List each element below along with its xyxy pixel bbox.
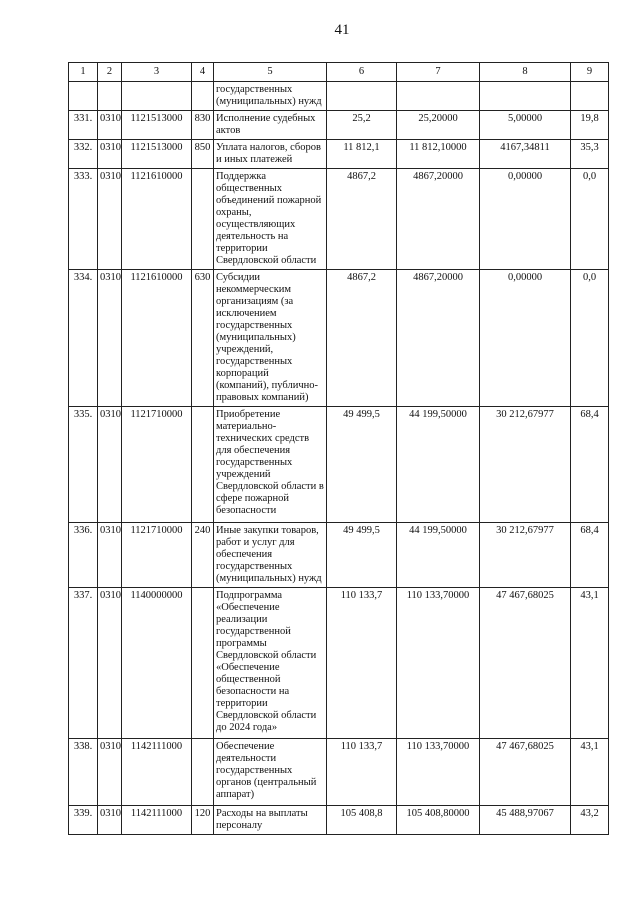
plan-amount-cell: 110 133,7 (327, 739, 397, 806)
table-row (69, 270, 609, 407)
percent-cell: 43,1 (571, 588, 609, 739)
executed-amount-cell: 47 467,68025 (480, 588, 571, 739)
section-code-cell: 0310 (98, 739, 122, 806)
target-article-cell: 1121610000 (122, 169, 192, 270)
percent-cell: 43,1 (571, 739, 609, 806)
percent-cell: 43,2 (571, 806, 609, 835)
approved-amount-cell: 44 199,50000 (397, 407, 480, 523)
row-number-cell: 337. (69, 588, 98, 739)
column-header: 2 (98, 63, 122, 82)
target-article-cell: 1140000000 (122, 588, 192, 739)
table-row (69, 806, 609, 835)
item-name-cell: Иные закупки товаров, работ и услуг для обеспечения государственных (муниципальных) нужд (214, 523, 327, 588)
table-row (69, 82, 609, 111)
section-code-cell (98, 82, 122, 111)
table-row (69, 140, 609, 169)
row-number-cell: 332. (69, 140, 98, 169)
section-code-cell: 0310 (98, 523, 122, 588)
approved-amount-cell: 105 408,80000 (397, 806, 480, 835)
approved-amount-cell: 110 133,70000 (397, 588, 480, 739)
item-name-cell: Приобретение материально-технических средств для обеспечения государственных учреждений Свердловской области в сфере пожарной безопасности (214, 407, 327, 523)
item-name-cell: Исполнение судебных актов (214, 111, 327, 140)
approved-amount-cell: 11 812,10000 (397, 140, 480, 169)
percent-cell (571, 82, 609, 111)
approved-amount-cell: 25,20000 (397, 111, 480, 140)
percent-cell: 68,4 (571, 407, 609, 523)
percent-cell: 19,8 (571, 111, 609, 140)
row-number-cell: 338. (69, 739, 98, 806)
section-code-cell: 0310 (98, 270, 122, 407)
row-number-cell (69, 82, 98, 111)
expense-type-cell: 120 (192, 806, 214, 835)
table-row (69, 739, 609, 806)
column-header: 6 (327, 63, 397, 82)
executed-amount-cell: 4167,34811 (480, 140, 571, 169)
section-code-cell: 0310 (98, 140, 122, 169)
plan-amount-cell: 4867,2 (327, 270, 397, 407)
target-article-cell: 1121513000 (122, 111, 192, 140)
target-article-cell: 1142111000 (122, 806, 192, 835)
row-number-cell: 335. (69, 407, 98, 523)
executed-amount-cell: 5,00000 (480, 111, 571, 140)
column-header: 1 (69, 63, 98, 82)
plan-amount-cell: 25,2 (327, 111, 397, 140)
expense-type-cell (192, 169, 214, 270)
table-row (69, 523, 609, 588)
table-row (69, 169, 609, 270)
expense-type-cell: 850 (192, 140, 214, 169)
expense-type-cell: 240 (192, 523, 214, 588)
plan-amount-cell: 49 499,5 (327, 407, 397, 523)
executed-amount-cell: 30 212,67977 (480, 407, 571, 523)
column-header: 4 (192, 63, 214, 82)
row-number-cell: 331. (69, 111, 98, 140)
target-article-cell: 1121610000 (122, 270, 192, 407)
table-row (69, 588, 609, 739)
item-name-cell: Обеспечение деятельности государственных органов (центральный аппарат) (214, 739, 327, 806)
column-header: 5 (214, 63, 327, 82)
item-name-cell: Субсидии некоммерческим организациям (за исключением государственных (муниципальных) учреждений, государственных корпораций (компаний), публично-правовых компаний) (214, 270, 327, 407)
plan-amount-cell: 110 133,7 (327, 588, 397, 739)
executed-amount-cell: 30 212,67977 (480, 523, 571, 588)
section-code-cell: 0310 (98, 111, 122, 140)
plan-amount-cell: 49 499,5 (327, 523, 397, 588)
table-row (69, 407, 609, 523)
plan-amount-cell: 11 812,1 (327, 140, 397, 169)
item-name-cell: государственных (муниципальных) нужд (214, 82, 327, 111)
target-article-cell: 1121513000 (122, 140, 192, 169)
plan-amount-cell: 105 408,8 (327, 806, 397, 835)
executed-amount-cell: 47 467,68025 (480, 739, 571, 806)
column-header: 9 (571, 63, 609, 82)
percent-cell: 35,3 (571, 140, 609, 169)
approved-amount-cell: 110 133,70000 (397, 739, 480, 806)
plan-amount-cell (327, 82, 397, 111)
executed-amount-cell: 0,00000 (480, 169, 571, 270)
item-name-cell: Уплата налогов, сборов и иных платежей (214, 140, 327, 169)
approved-amount-cell: 4867,20000 (397, 169, 480, 270)
item-name-cell: Подпрограмма «Обеспечение реализации государственной программы Свердловской области «Обеспечение общественной безопасности на территории Свердловской области до 2024 года» (214, 588, 327, 739)
item-name-cell: Поддержка общественных объединений пожарной охраны, осуществляющих деятельность на территории Свердловской области (214, 169, 327, 270)
section-code-cell: 0310 (98, 806, 122, 835)
section-code-cell: 0310 (98, 588, 122, 739)
executed-amount-cell: 0,00000 (480, 270, 571, 407)
section-code-cell: 0310 (98, 169, 122, 270)
expense-type-cell: 830 (192, 111, 214, 140)
expense-type-cell (192, 82, 214, 111)
executed-amount-cell (480, 82, 571, 111)
percent-cell: 68,4 (571, 523, 609, 588)
approved-amount-cell: 4867,20000 (397, 270, 480, 407)
row-number-cell: 336. (69, 523, 98, 588)
expense-type-cell (192, 739, 214, 806)
plan-amount-cell: 4867,2 (327, 169, 397, 270)
budget-table (68, 62, 609, 835)
column-header: 3 (122, 63, 192, 82)
page-number: 41 (334, 22, 350, 38)
approved-amount-cell (397, 82, 480, 111)
column-header: 8 (480, 63, 571, 82)
percent-cell: 0,0 (571, 270, 609, 407)
header-row (69, 63, 609, 82)
item-name-cell: Расходы на выплаты персоналу (214, 806, 327, 835)
expense-type-cell (192, 588, 214, 739)
row-number-cell: 339. (69, 806, 98, 835)
expense-type-cell (192, 407, 214, 523)
approved-amount-cell: 44 199,50000 (397, 523, 480, 588)
row-number-cell: 333. (69, 169, 98, 270)
table-row (69, 111, 609, 140)
target-article-cell (122, 82, 192, 111)
percent-cell: 0,0 (571, 169, 609, 270)
expense-type-cell: 630 (192, 270, 214, 407)
executed-amount-cell: 45 488,97067 (480, 806, 571, 835)
row-number-cell: 334. (69, 270, 98, 407)
target-article-cell: 1142111000 (122, 739, 192, 806)
section-code-cell: 0310 (98, 407, 122, 523)
target-article-cell: 1121710000 (122, 523, 192, 588)
column-header: 7 (397, 63, 480, 82)
target-article-cell: 1121710000 (122, 407, 192, 523)
